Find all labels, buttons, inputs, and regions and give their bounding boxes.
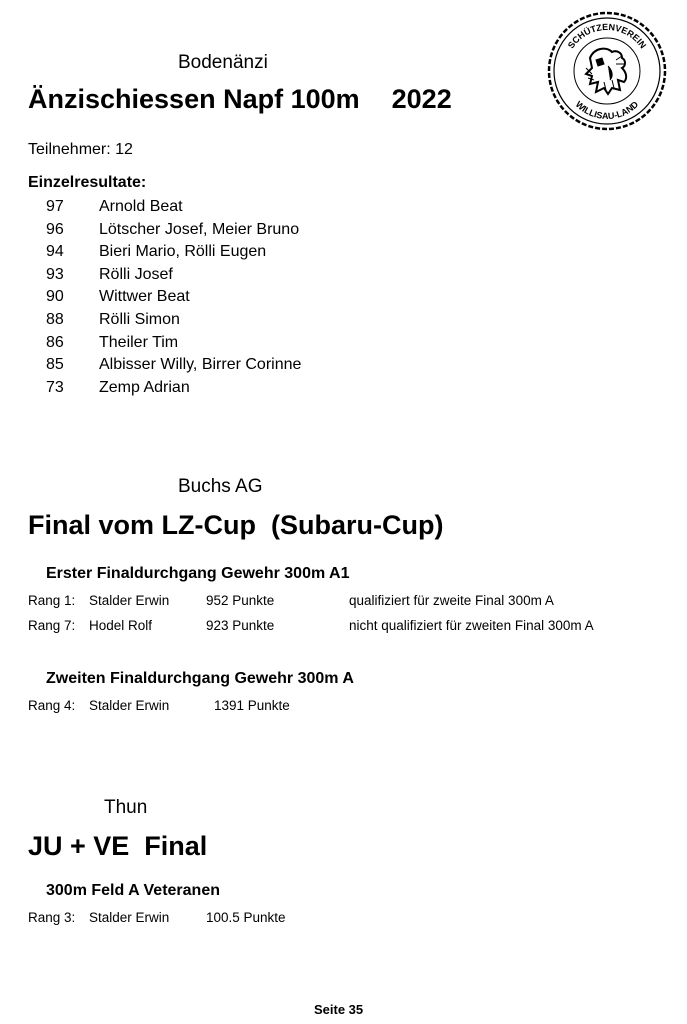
- title-year: 2022: [391, 84, 452, 114]
- points: 923 Punkte: [206, 618, 275, 633]
- lion-icon: [586, 49, 626, 94]
- qualification-note: nicht qualifiziert für zweiten Final 300m A: [349, 618, 594, 633]
- section-title-lz-cup: Final vom LZ-Cup (Subaru-Cup): [28, 510, 444, 540]
- location-buchs: Buchs AG: [178, 476, 263, 497]
- result-score: 88: [46, 311, 64, 328]
- location-thun: Thun: [104, 797, 148, 818]
- shooter-name: Hodel Rolf: [89, 618, 153, 633]
- result-names: Zemp Adrian: [99, 379, 190, 396]
- points: 100.5 Punkte: [206, 910, 286, 925]
- results-heading: Einzelresultate:: [28, 174, 147, 191]
- page-number: Seite 35: [314, 1002, 364, 1017]
- result-names: Wittwer Beat: [99, 288, 190, 305]
- rang-label: Rang 7:: [28, 618, 76, 633]
- shooter-name: Stalder Erwin: [89, 698, 170, 713]
- result-names: Bieri Mario, Rölli Eugen: [99, 243, 267, 260]
- club-seal: [546, 10, 668, 132]
- section-title-ju-ve-final: JU + VE Final: [28, 831, 208, 861]
- qualification-note: qualifiziert für zweite Final 300m A: [349, 593, 554, 608]
- location-bodenaenzi: Bodenänzi: [178, 52, 268, 73]
- result-score: 85: [46, 356, 64, 373]
- result-score: 73: [46, 379, 64, 396]
- rang-label: Rang 1:: [28, 593, 76, 608]
- participants-count: Teilnehmer: 12: [28, 141, 133, 158]
- section-title-aenzischiessen: [28, 84, 452, 115]
- result-names: Albisser Willy, Birrer Corinne: [99, 356, 302, 373]
- result-names: Rölli Simon: [99, 311, 180, 328]
- points: 1391 Punkte: [214, 698, 290, 713]
- result-names: Lötscher Josef, Meier Bruno: [99, 221, 300, 238]
- result-score: 96: [46, 221, 64, 238]
- subheading-veteranen: 300m Feld A Veteranen: [46, 882, 220, 899]
- rang-label: Rang 4:: [28, 698, 76, 713]
- rang-label: Rang 3:: [28, 910, 76, 925]
- points: 952 Punkte: [206, 593, 275, 608]
- result-names: Rölli Josef: [99, 266, 173, 283]
- result-score: 97: [46, 198, 64, 215]
- subheading-final2: Zweiten Finaldurchgang Gewehr 300m A: [46, 670, 354, 687]
- result-score: 94: [46, 243, 64, 260]
- result-score: 90: [46, 288, 64, 305]
- result-names: Theiler Tim: [99, 334, 179, 351]
- shooter-name: Stalder Erwin: [89, 593, 170, 608]
- title-text: Änzischiessen Napf 100m: [28, 84, 360, 114]
- svg-text:SCHÜTZENVEREIN: SCHÜTZENVEREIN: [565, 21, 649, 51]
- subheading-final1: Erster Finaldurchgang Gewehr 300m A1: [46, 565, 350, 582]
- svg-text:WILLISAU-LAND: WILLISAU-LAND: [573, 99, 641, 122]
- shooter-name: Stalder Erwin: [89, 910, 170, 925]
- result-score: 86: [46, 334, 64, 351]
- result-score: 93: [46, 266, 64, 283]
- result-names: Arnold Beat: [99, 198, 183, 215]
